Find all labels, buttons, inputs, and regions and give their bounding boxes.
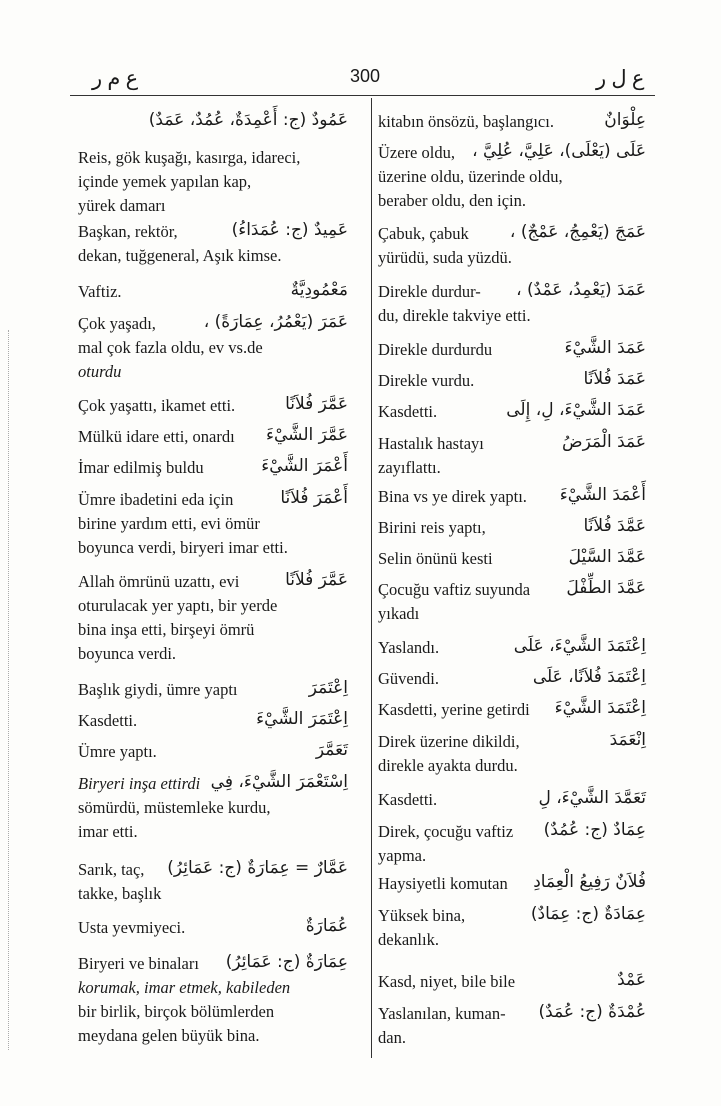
- arabic-headword: مَعْمُودِيَّةٌ: [290, 280, 348, 300]
- definition-line: oturulacak yer yaptı, bir yerde: [78, 596, 278, 615]
- definition-line: Usta yevmiyeci.: [78, 918, 186, 937]
- arabic-headword: عَمَرَ (يَعْمُرُ، عِمَارَةً) ،: [203, 312, 348, 332]
- definition-line: sömürdü, müstemleke kurdu,: [78, 798, 271, 817]
- turkish-definition: [378, 872, 508, 896]
- definition-line: imar etti.: [78, 822, 138, 841]
- arabic-headword: اِعْتَمَدَ الشَّيْءَ، عَلَى: [513, 636, 646, 656]
- definition-line: Vaftiz.: [78, 282, 122, 301]
- definition-line: dekanlık.: [378, 930, 439, 949]
- turkish-definition: [78, 456, 204, 480]
- arabic-headword: عِلْوَانٌ: [604, 110, 646, 130]
- arabic-headword: عَمَدَ الْمَرَضُ: [562, 432, 646, 452]
- arabic-headword: اِعْتَمَدَ الشَّيْءَ: [554, 698, 646, 718]
- turkish-definition: [378, 578, 530, 626]
- definition-line: Birini reis yaptı,: [378, 518, 486, 537]
- arabic-headword: اِنْعَمَدَ: [609, 730, 646, 750]
- turkish-definition: [78, 394, 235, 418]
- definition-line: Reis, gök kuşağı, kasırga, idareci,: [78, 148, 301, 167]
- turkish-definition: [378, 636, 439, 660]
- definition-line: yürek damarı: [78, 196, 166, 215]
- turkish-definition: [78, 220, 281, 268]
- arabic-headword: عِمَادَةٌ (ج: عِمَادٌ): [530, 904, 646, 924]
- header-rule: [70, 95, 655, 96]
- arabic-headword: عَمَجَ (يَعْمِجُ، عَمْجٌ) ،: [509, 222, 646, 242]
- arabic-headword: عَمُودٌ (ج: أَعْمِدَةٌ، عُمُدٌ، عَمَدٌ): [148, 110, 348, 130]
- definition-line: yapma.: [378, 846, 427, 865]
- turkish-definition: [378, 547, 493, 571]
- definition-line: Direkle durdur-: [378, 282, 481, 301]
- definition-line: Mülkü idare etti, onardı: [78, 427, 235, 446]
- definition-line: Üzere oldu,: [378, 143, 455, 162]
- turkish-definition: [78, 280, 122, 304]
- header-root-right: ع ل ر: [596, 66, 645, 90]
- turkish-definition: [378, 141, 563, 213]
- definition-line: beraber oldu, den için.: [378, 191, 526, 210]
- turkish-definition: [78, 772, 270, 844]
- turkish-definition: [78, 488, 288, 560]
- turkish-definition: [78, 678, 237, 702]
- definition-line: dekan, tuğgeneral, Aşık kimse.: [78, 246, 282, 265]
- turkish-definition: [378, 788, 437, 812]
- arabic-headword: عِمَارَةٌ (ج: عَمَائِرُ): [225, 952, 348, 972]
- turkish-definition: [378, 698, 530, 722]
- turkish-definition: [378, 222, 512, 270]
- header-root-left: ع م ر: [92, 66, 139, 90]
- turkish-definition: [378, 369, 474, 393]
- definition-line: Kasdetti.: [378, 790, 438, 809]
- arabic-headword: اِعْتَمَرَ: [308, 678, 348, 698]
- arabic-headword: أَعْمَرَ فُلاَنًا: [280, 488, 348, 508]
- definition-line: Çok yaşattı, ikamet etti.: [78, 396, 236, 415]
- definition-line: Allah ömrünü uzattı, evi: [78, 572, 240, 591]
- turkish-definition: [378, 432, 484, 480]
- definition-line: korumak, imar etmek, kabileden: [78, 978, 291, 997]
- arabic-headword: عَمَّارٌ = عِمَارَةٌ (ج: عَمَائِرُ): [167, 858, 348, 878]
- arabic-headword: عَمَدَ فُلاَنًا: [583, 369, 646, 389]
- definition-line: meydana gelen büyük bina.: [78, 1026, 260, 1045]
- definition-line: içinde yemek yapılan kap,: [78, 172, 252, 191]
- turkish-definition: [78, 952, 290, 1048]
- arabic-headword: عَمَدَ (يَعْمِدُ، عَمْدٌ) ،: [516, 280, 646, 300]
- definition-line: bina inşa etti, birşeyi ömrü: [78, 620, 255, 639]
- arabic-headword: اِعْتَمَدَ فُلاَنًا، عَلَى: [532, 667, 646, 687]
- turkish-definition: [378, 400, 437, 424]
- definition-line: mal çok fazla oldu, ev vs.de: [78, 338, 263, 357]
- definition-line: Direkle durdurdu: [378, 340, 493, 359]
- definition-line: Çabuk, çabuk: [378, 224, 469, 243]
- definition-line: birine yardım etti, evi ömür: [78, 514, 260, 533]
- turkish-definition: [378, 516, 486, 540]
- definition-line: boyunca verdi, biryeri imar etti.: [78, 538, 288, 557]
- arabic-headword: عَمَدَ الشَّيْءَ، لِ، إِلَى: [506, 400, 646, 420]
- arabic-headword: عَمَدَ الشَّيْءَ: [564, 338, 646, 358]
- arabic-headword: عَلَى (يَعْلَى)، عَلِيَّ، عُلِيَّ ،: [472, 141, 646, 161]
- arabic-headword: عَمَّدَ الطِّفْلَ: [566, 578, 646, 598]
- definition-line: Güvendi.: [378, 669, 439, 688]
- turkish-definition: [378, 904, 465, 952]
- turkish-definition: [78, 570, 277, 666]
- definition-line: Bina vs ye direk yaptı.: [378, 487, 527, 506]
- turkish-definition: [78, 312, 263, 384]
- definition-line: oturdu: [78, 362, 122, 381]
- definition-line: Ümre ibadetini eda için: [78, 490, 234, 509]
- definition-line: Başkan, rektör,: [78, 222, 178, 241]
- definition-line: boyunca verdi.: [78, 644, 177, 663]
- arabic-headword: تَعَمَّدَ الشَّيْءَ، لِ: [538, 788, 646, 808]
- definition-line: Ümre yaptı.: [78, 742, 157, 761]
- definition-line: Yüksek bina,: [378, 906, 466, 925]
- page-header: [0, 64, 721, 94]
- definition-line: bir birlik, birçok bölümlerden: [78, 1002, 275, 1021]
- definition-line: Direkle vurdu.: [378, 371, 475, 390]
- turkish-definition: [378, 110, 554, 134]
- definition-line: Çok yaşadı,: [78, 314, 156, 333]
- definition-line: Çocuğu vaftiz suyunda: [378, 580, 531, 599]
- arabic-headword: اِسْتَعْمَرَ الشَّيْءَ، فِي: [210, 772, 348, 792]
- arabic-headword: عِمَادٌ (ج: عُمُدٌ): [543, 820, 646, 840]
- definition-line: Direk, çocuğu vaftiz: [378, 822, 514, 841]
- definition-line: Kasdetti.: [78, 711, 138, 730]
- arabic-headword: عَمَّرَ فُلاَنًا: [285, 570, 348, 590]
- margin-dotted-line: [8, 330, 10, 1050]
- definition-line: direkle ayakta durdu.: [378, 756, 518, 775]
- arabic-headword: عَمَّرَ فُلاَنًا: [285, 394, 348, 414]
- definition-line: Biryeri ve binaları: [78, 954, 199, 973]
- arabic-headword: أَعْمَرَ الشَّيْءَ: [261, 456, 348, 476]
- arabic-headword: عُمَارَةٌ: [305, 916, 348, 936]
- arabic-headword: فُلاَنٌ رَفِيعُ الْعِمَادِ: [533, 872, 646, 892]
- definition-line: Biryeri inşa ettirdi: [78, 774, 201, 793]
- turkish-definition: [78, 858, 161, 906]
- definition-line: yürüdü, suda yüzdü.: [378, 248, 512, 267]
- definition-line: dan.: [378, 1028, 406, 1047]
- definition-line: üzerine oldu, üzerinde oldu,: [378, 167, 563, 186]
- definition-line: Sarık, taç,: [78, 860, 145, 879]
- definition-line: Selin önünü kesti: [378, 549, 493, 568]
- arabic-headword: عَمَّدَ السَّيْلَ: [568, 547, 646, 567]
- definition-line: Direk üzerine dikildi,: [378, 732, 520, 751]
- definition-line: Başlık giydi, ümre yaptı: [78, 680, 238, 699]
- definition-line: Hastalık hastayı: [378, 434, 484, 453]
- definition-line: yıkadı: [378, 604, 420, 623]
- turkish-definition: [378, 667, 439, 691]
- arabic-headword: عَمْدٌ: [617, 970, 646, 990]
- arabic-headword: أَعْمَدَ الشَّيْءَ: [559, 485, 646, 505]
- definition-line: Haysiyetli komutan: [378, 874, 508, 893]
- definition-line: Kasdetti.: [378, 402, 438, 421]
- definition-line: İmar edilmiş buldu: [78, 458, 204, 477]
- arabic-headword: عَمَّرَ الشَّيْءَ: [266, 425, 348, 445]
- definition-line: Kasdetti, yerine getirdi: [378, 700, 530, 719]
- arabic-headword: تَعَمَّرَ: [315, 740, 348, 760]
- turkish-definition: [78, 916, 185, 940]
- turkish-definition: [78, 740, 157, 764]
- definition-line: takke, başlık: [78, 884, 162, 903]
- turkish-definition: [378, 820, 513, 868]
- turkish-definition: [378, 485, 527, 509]
- arabic-headword: عَمِيدٌ (ج: عُمَدَاءُ): [231, 220, 348, 240]
- arabic-headword: عَمَّدَ فُلاَنًا: [583, 516, 646, 536]
- turkish-definition: [378, 970, 515, 994]
- turkish-definition: [78, 425, 235, 449]
- column-divider: [371, 98, 372, 1058]
- page-number: 300: [349, 66, 381, 86]
- turkish-definition: [378, 280, 531, 328]
- definition-line: zayıflattı.: [378, 458, 441, 477]
- definition-line: Yaslanılan, kuman-: [378, 1004, 506, 1023]
- arabic-headword: اِعْتَمَرَ الشَّيْءَ: [256, 709, 348, 729]
- turkish-definition: [378, 1002, 506, 1050]
- turkish-definition: [78, 146, 300, 218]
- definition-line: Yaslandı.: [378, 638, 440, 657]
- turkish-definition: [78, 709, 137, 733]
- arabic-headword: عُمْدَةٌ (ج: عُمَدٌ): [538, 1002, 646, 1022]
- definition-line: kitabın önsözü, başlangıcı.: [378, 112, 554, 131]
- turkish-definition: [378, 730, 520, 778]
- turkish-definition: [378, 338, 492, 362]
- definition-line: du, direkle takviye etti.: [378, 306, 531, 325]
- definition-line: Kasd, niyet, bile bile: [378, 972, 516, 991]
